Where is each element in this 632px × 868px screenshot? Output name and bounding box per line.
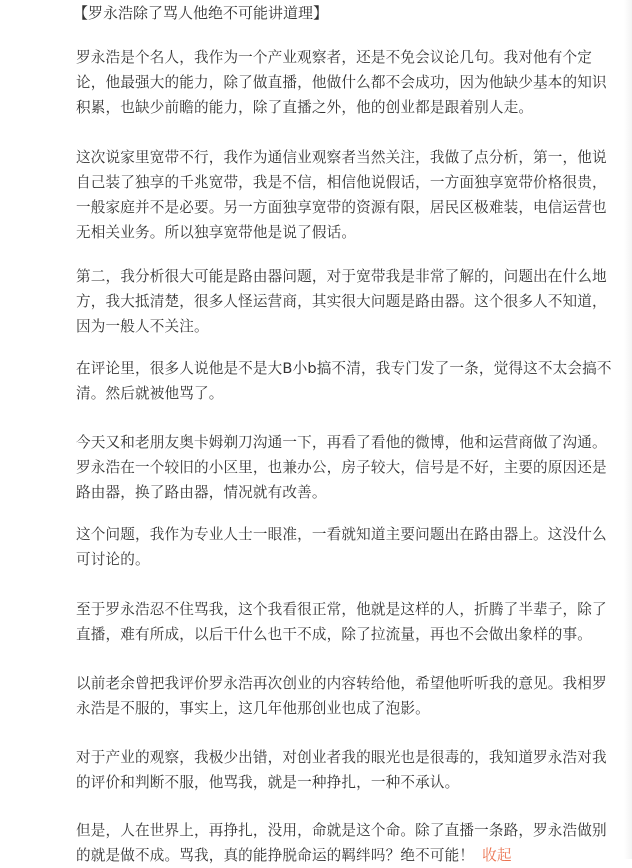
paragraph-10 <box>76 818 614 868</box>
paragraph-5: 今天又和老朋友奥卡姆剃刀沟通一下，再看了看他的微博，他和运营商做了沟通。罗永浩在一个较旧的小区里，也兼办公，房子较大，信号是不好，主要的原因还是路由器，换了路由器，情况就有改善。 <box>76 434 607 501</box>
paragraph-1: 罗永浩是个名人，我作为一个产业观察者，还是不免会议论几句。我对他有个定论，他最强大的能力，除了做直播，他做什么都不会成功，因为他缺少基本的知识积累，也缺少前瞻的能力，除了直播之外，他的创业都是跟着别人走。 <box>76 49 607 116</box>
scroll-edge-shadow <box>624 0 632 859</box>
paragraph-2: 这次说家里宽带不行，我作为通信业观察者当然关注，我做了点分析，第一，他说自己装了独享的千兆宽带，我是不信，相信他说假话，一方面独享宽带价格很贵，一般家庭并不是必要。另一方面独享宽带的资源有限，居民区极难装，电信运营也无相关业务。所以独享宽带他是说了假话。 <box>76 149 607 241</box>
collapse-link[interactable]: 收起 <box>482 847 512 864</box>
paragraph-7: 至于罗永浩忍不住骂我，这个我看很正常，他就是这样的人，折腾了半辈子，除了直播，难有所成，以后干什么也干不成，除了拉流量，再也不会做出象样的事。 <box>76 601 607 643</box>
paragraph-6: 这个问题，我作为专业人士一眼准，一看就知道主要问题出在路由器上。这没什么可讨论的。 <box>76 526 607 568</box>
paragraph-9: 对于产业的观察，我极少出错，对创业者我的眼光也是很毒的，我知道罗永浩对我的评价和判断不服，他骂我，就是一种挣扎，一种不承认。 <box>76 749 607 791</box>
paragraph-10-text: 但是，人在世界上，再挣扎，没用，命就是这个命。除了直播一条路，罗永浩做别的就是做不成。骂我，真的能挣脱命运的羁绊吗？绝不可能！ <box>76 822 607 864</box>
paragraph-3: 第二，我分析很大可能是路由器问题，对于宽带我是非常了解的，问题出在什么地方，我大抵清楚，很多人怪运营商，其实很大问题是路由器。这个很多人不知道，因为一般人不关注。 <box>76 268 607 335</box>
paragraph-4: 在评论里，很多人说他是不是大B小b搞不清，我专门发了一条，觉得这不太会搞不清。然后就被他骂了。 <box>76 360 612 402</box>
paragraph-8: 以前老余曾把我评价罗永浩再次创业的内容转给他，希望他听听我的意见。我相罗永浩是不服的，事实上，这几年他那创业也成了泡影。 <box>76 675 607 717</box>
post-title: 【罗永浩除了骂人他绝不可能讲道理】 <box>73 4 329 22</box>
